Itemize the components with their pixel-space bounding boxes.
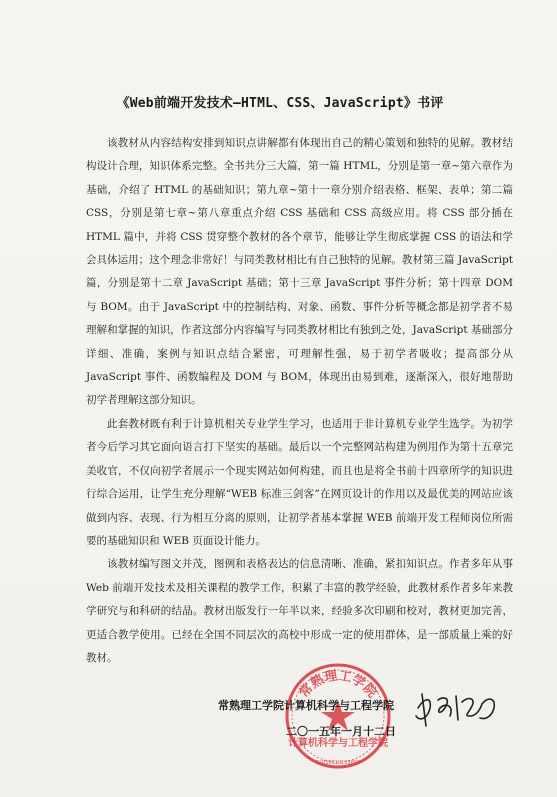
paragraph-3: 该教材编写图文并茂，图例和表格表达的信息清晰、准确，紧扣知识点。作者多年从事 Web 前端开发技术及相关课程的教学工作，积累了丰富的教学经验，此教材系作者多年来教学研究与和科研的结晶。教材出版发行一年半以来，经验多次印刷和校对，教材更加完善，更适合教学使用。已经在全国不同层次的高校中形成一定的使用群体，是一部质量上乘的好教材。 <box>86 558 513 664</box>
svg-text:计算机科学与工程学院: 计算机科学与工程学院 <box>288 738 388 749</box>
svg-text:常熟理工学院: 常熟理工学院 <box>296 668 380 701</box>
paragraph-1: 该教材从内容结构安排到知识点讲解都有体现出自己的精心策划和独特的见解。教材结构设计合理，知识体系完整。全书共分三大篇，第一篇 HTML，分别是第一章~第六章作为基础，介绍了 HTML 的基础知识；第九章~第十一章分别介绍表格、框架、表单；第二篇 CSS，分别是第七章~第八章重点介绍 CSS 基础和 CSS 高级应用。将 CSS 部分插在 HTML 篇中，并将 CSS 贯穿整个教材的各个章节，能够让学生彻底掌握 CSS 的语法和学会具体运用；这个理念非常好！与同类教材相比有自己独特的见解。教材第三篇 JavaScript 篇，分别是第十二章 JavaScript 基础；第十三章 JavaScript 事件分析；第十四章 DOM 与 BOM。由于 JavaScript 中的控制结构、对象、函数、事件分析等概念都是初学者不易理解和掌握的知识，作者这部分内容编写与同类教材相比有独到之处，JavaScript 基础部分详细、准确，案例与知识点结合紧密，可理解性强，易于初学者吸收；提高部分从 JavaScript 事件、函数编程及 DOM 与 BOM，体现出由易到难，逐渐深入，很好地帮助初学者理解这部分知识。 <box>86 137 513 407</box>
review-title: 《Web前端开发技术—HTML、CSS、JavaScript》书评 <box>116 96 444 111</box>
paragraph-2: 此套教材既有利于计算机相关专业学生学习，也适用于非计算机专业学生选学。为初学者今后学习其它面向语言打下坚实的基础。最后以一个完整网站构建为例用作为第十五章完美收官，不仅向初学者展示一个现实网站如何构建，而且也是将全书前十四章所学的知识进行综合运用，让学生充分理解“WEB 标准三剑客”在网页设计的作用以及最优美的网站应该做到内容、表现、行为相互分离的原则，让初学者基本掌握 WEB 前端开发工程师岗位所需要的基础知识和 WEB 页面设计能力。 <box>86 417 513 547</box>
handwritten-signature <box>410 686 502 730</box>
review-body <box>86 132 513 670</box>
signing-date: 二〇一五年一月十二日 <box>286 725 396 738</box>
svg-text:32058610129893: 32058610129893 <box>315 760 361 766</box>
signing-organization: 常熟理工学院计算机科学与工程学院 <box>218 699 394 712</box>
